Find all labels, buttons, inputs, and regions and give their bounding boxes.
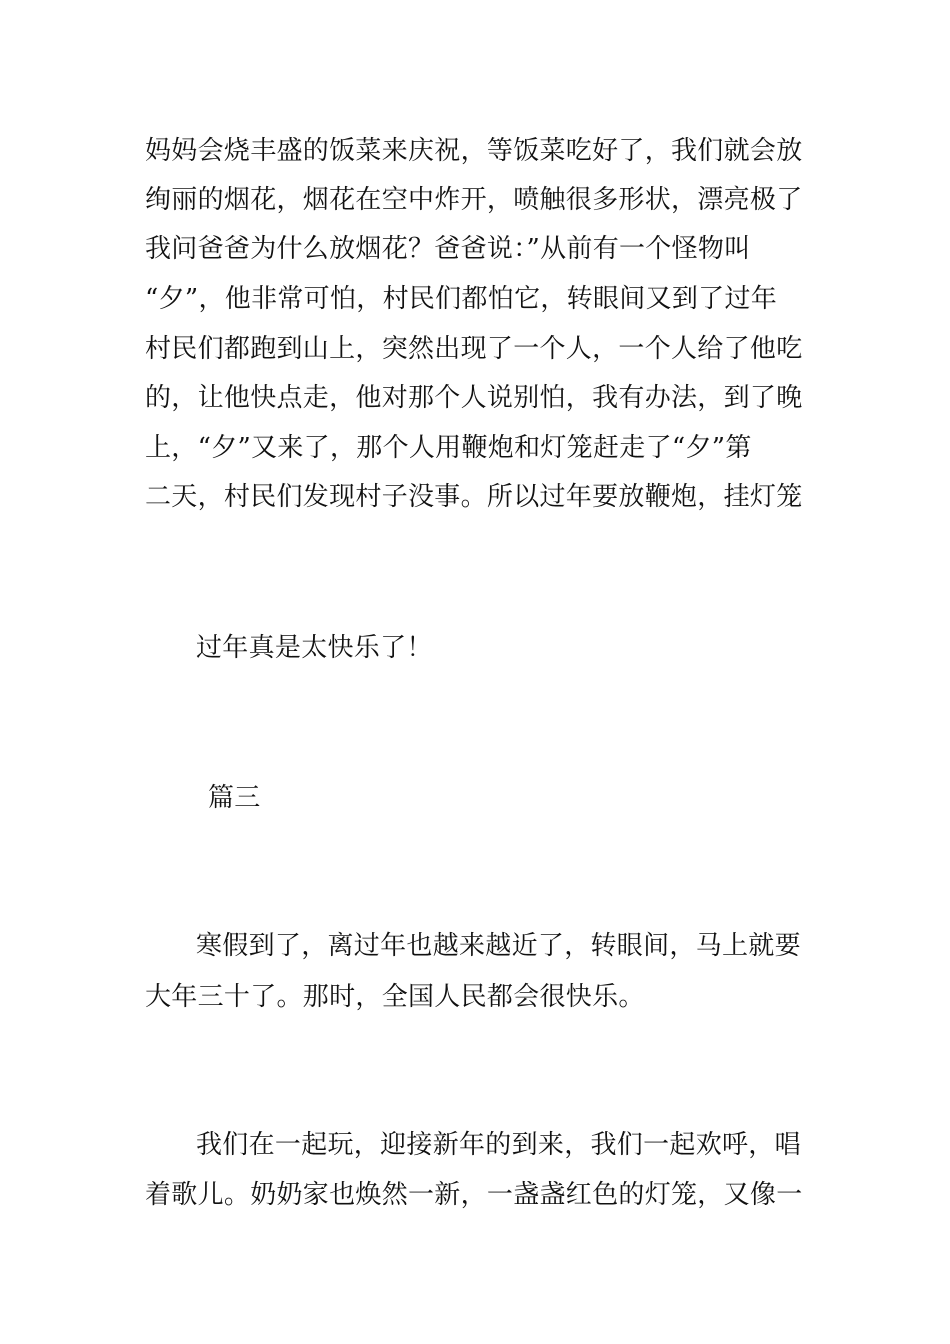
paragraph-1-line-6: 的，让他快点走，他对那个人说别怕，我有办法，到了晚 — [145, 383, 803, 413]
paragraph-1-line-4: “夕”，他非常可怕，村民们都怕它，转眼间又到了过年 — [145, 284, 778, 314]
paragraph-4-line-2: 着歌儿。奶奶家也焕然一新，一盏盏红色的灯笼，又像一 — [145, 1180, 803, 1210]
paragraph-3-line-2: 大年三十了。那时，全国人民都会很快乐。 — [145, 982, 645, 1012]
section-heading: 篇三 — [208, 783, 261, 813]
paragraph-4-line-1: 我们在一起玩，迎接新年的到来，我们一起欢呼，唱 — [196, 1130, 801, 1160]
paragraph-2: 过年真是太快乐了！ — [196, 633, 433, 663]
paragraph-3-line-1: 寒假到了，离过年也越来越近了，转眼间，马上就要 — [196, 931, 801, 961]
paragraph-1-line-5: 村民们都跑到山上，突然出现了一个人，一个人给了他吃 — [145, 334, 803, 364]
paragraph-1-line-2: 绚丽的烟花，烟花在空中炸开，喷触很多形状，漂亮极了 — [145, 185, 803, 215]
paragraph-1-line-7: 上，“夕”又来了，那个人用鞭炮和灯笼赶走了“夕”第 — [145, 433, 752, 463]
paragraph-1-line-1: 妈妈会烧丰盛的饭菜来庆祝，等饭菜吃好了，我们就会放 — [145, 136, 803, 166]
paragraph-1-line-8: 二天，村民们发现村子没事。所以过年要放鞭炮，挂灯笼 — [145, 482, 803, 512]
paragraph-1-line-3: 我问爸爸为什么放烟花？爸爸说：”从前有一个怪物叫 — [145, 234, 751, 264]
